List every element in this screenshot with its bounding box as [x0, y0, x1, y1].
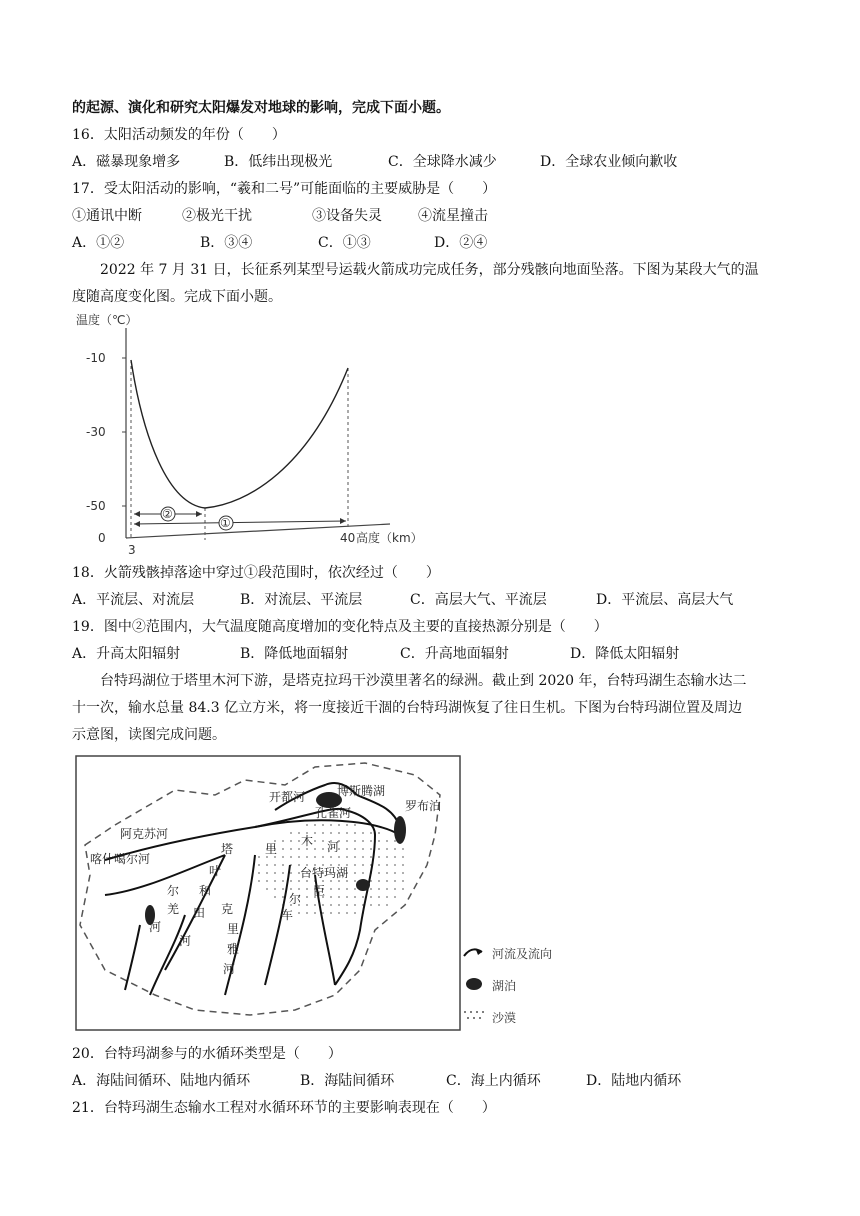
label-yarkand-2: 尔 [167, 884, 180, 898]
label-hotan-2: 田 [193, 906, 206, 920]
label-tarim-3: 木 [301, 834, 314, 848]
segment-1-arrowhead-left [134, 521, 140, 527]
segment-2-label: ② [162, 507, 173, 521]
q19-stem: 19．图中②范围内，大气温度随高度增加的变化特点及主要的直接热源分别是（ ） [72, 619, 608, 635]
q19-option-a: A．升高太阳辐射 [72, 646, 181, 662]
label-qiemo-2: 尔 [289, 892, 302, 906]
q17-item-4: ④流星撞击 [418, 208, 488, 224]
label-taitema: 台特玛湖 [300, 866, 349, 880]
label-keriya-1: 克 [221, 902, 234, 916]
taitema-lake [356, 879, 370, 891]
segment-1-arrowhead-right [340, 518, 346, 524]
segment-2-arrowhead-right [196, 511, 202, 517]
legend-lake-icon [464, 976, 484, 992]
q17-option-a: A．①② [72, 235, 125, 251]
intro-tail: 的起源、演化和研究太阳爆发对地球的影响，完成下面小题。 [72, 100, 450, 116]
label-qiemo-3: 臣 [313, 884, 326, 898]
passage2-line1: 2022 年 7 月 31 日，长征系列某型号运载火箭成功完成任务，部分残骸向地面坠落。下图为某段大气的温 [100, 262, 759, 278]
q21-stem: 21．台特玛湖生态输水工程对水循环环节的主要影响表现在（ ） [72, 1100, 496, 1116]
chart-x-ticklabel-40: 40 [340, 531, 356, 545]
q20-stem: 20．台特玛湖参与的水循环类型是（ ） [72, 1046, 342, 1062]
passage3-line3: 示意图，读图完成问题。 [72, 727, 226, 743]
label-keriya-2: 里 [227, 922, 240, 936]
label-keriya-3: 雅 [227, 942, 240, 956]
q20-option-c: C．海上内循环 [446, 1073, 541, 1089]
label-qiemo-1: 车 [281, 908, 294, 922]
q18-option-a: A．平流层、对流层 [72, 592, 195, 608]
segment-1-arrow [134, 521, 346, 524]
segment-2-arrowhead-left [134, 511, 140, 517]
q17-item-1: ①通讯中断 [72, 208, 142, 224]
legend-desert-label: 沙漠 [492, 1011, 517, 1025]
q18-option-b: B．对流层、平流层 [240, 592, 363, 608]
label-kongque: 孔雀河 [315, 806, 352, 820]
q16-option-c: C．全球降水减少 [388, 154, 497, 170]
label-keriya-4: 河 [223, 962, 236, 976]
chart-y-axis-label: 温度（℃） [76, 313, 138, 327]
q19-option-b: B．降低地面辐射 [240, 646, 349, 662]
temperature-chart [68, 308, 423, 560]
q16-option-d: D．全球农业倾向歉收 [540, 154, 678, 170]
q19-option-c: C．升高地面辐射 [400, 646, 509, 662]
label-tarim-2: 里 [265, 842, 278, 856]
q19-option-d: D．降低太阳辐射 [570, 646, 680, 662]
label-hotan-3: 河 [179, 934, 192, 948]
legend-river-icon [462, 944, 486, 962]
lopnur-lake [394, 816, 406, 844]
q16-option-a: A．磁暴现象增多 [72, 154, 181, 170]
legend-lake-label: 湖泊 [492, 979, 517, 993]
chart-y-ticklabel--30: -30 [86, 425, 106, 439]
q18-option-c: C．高层大气、平流层 [410, 592, 547, 608]
legend-river-label: 河流及流向 [492, 947, 553, 961]
label-kashgar: 喀什噶尔河 [90, 852, 151, 866]
q20-option-b: B．海陆间循环 [300, 1073, 395, 1089]
q20-option-d: D．陆地内循环 [586, 1073, 682, 1089]
label-hotan-1: 和 [199, 884, 212, 898]
chart-x-axis-label: 高度（km） [356, 531, 423, 545]
label-lopnur: 罗布泊 [405, 799, 442, 813]
label-yarkand-3: 羌 [167, 902, 180, 916]
q18-option-d: D．平流层、高层大气 [596, 592, 734, 608]
q20-option-a: A．海陆间循环、陆地内循环 [72, 1073, 251, 1089]
passage3-line1: 台特玛湖位于塔里木河下游，是塔克拉玛干沙漠里著名的绿洲。截止到 2020 年，台特玛湖生态输水达二 [100, 673, 747, 689]
map-frame [76, 756, 460, 1030]
legend-desert-icon [462, 1008, 486, 1024]
passage2-line2: 度随高度变化图。完成下面小题。 [72, 289, 282, 305]
tarim-basin-map [75, 755, 461, 1031]
q17-option-c: C．①③ [318, 235, 371, 251]
passage3-line2: 十一次，输水总量 84.3 亿立方米，将一度接近干涸的台特玛湖恢复了往日生机。下图为台特玛湖位置及周边 [72, 700, 743, 716]
label-tarim-4: 河 [327, 840, 340, 854]
q16-stem: 16．太阳活动频发的年份（ ） [72, 127, 286, 143]
label-yarkand-4: 河 [149, 920, 162, 934]
q17-option-b: B．③④ [200, 235, 253, 251]
label-kaidu: 开都河 [269, 790, 306, 804]
segment-1-label: ① [220, 516, 231, 530]
chart-y-ticklabel--10: -10 [86, 351, 106, 365]
chart-y-ticklabel--50: -50 [86, 499, 106, 513]
label-tarim-1: 塔 [221, 842, 234, 856]
label-akesu: 阿克苏河 [120, 827, 169, 841]
chart-y-ticklabel-0: 0 [98, 531, 106, 545]
chart-x-ticklabel-3: 3 [128, 543, 136, 557]
q17-item-2: ②极光干扰 [182, 208, 252, 224]
q18-stem: 18．火箭残骸掉落途中穿过①段范围时，依次经过（ ） [72, 565, 440, 581]
q17-item-3: ③设备失灵 [312, 208, 382, 224]
q17-stem: 17．受太阳活动的影响，“羲和二号”可能面临的主要威胁是（ ） [72, 181, 497, 197]
temperature-curve [131, 360, 348, 508]
label-bosten: 博斯腾湖 [337, 784, 386, 798]
label-yarkand-1: 叶 [209, 864, 222, 878]
q16-option-b: B．低纬出现极光 [224, 154, 333, 170]
q17-option-d: D．②④ [434, 235, 488, 251]
